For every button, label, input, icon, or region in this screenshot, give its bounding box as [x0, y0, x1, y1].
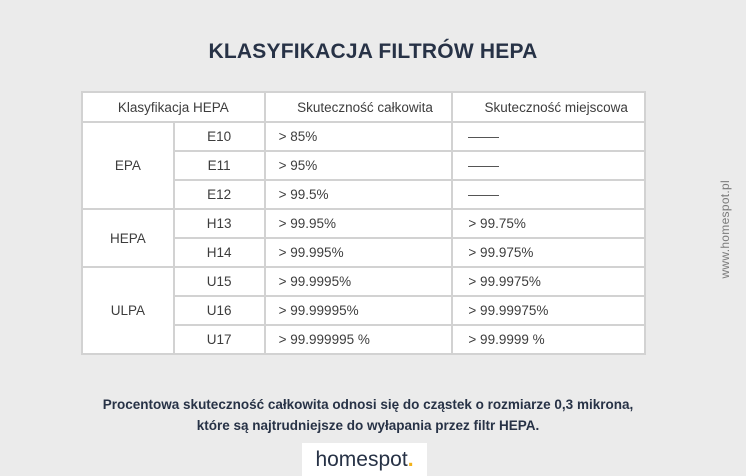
table-row: [82, 209, 645, 238]
footnote: [0, 394, 736, 436]
logo-dot: .: [407, 448, 414, 471]
header-local-efficiency: Skuteczność miejscowa: [452, 92, 645, 122]
total-efficiency-cell: > 99.9995%: [265, 267, 453, 296]
local-efficiency-cell: > 99.975%: [452, 238, 645, 267]
total-efficiency-cell: > 99.99995%: [265, 296, 453, 325]
table-body: [82, 122, 645, 354]
total-efficiency-cell: > 99.5%: [265, 180, 453, 209]
logo-text-home: home: [315, 448, 368, 471]
local-efficiency-cell: > 99.9999 %: [452, 325, 645, 354]
local-efficiency-cell: [452, 180, 645, 209]
group-label: EPA: [82, 122, 174, 209]
not-applicable-dash: [468, 137, 499, 138]
not-applicable-dash: [468, 195, 499, 196]
total-efficiency-cell: > 99.95%: [265, 209, 453, 238]
total-efficiency-cell: > 99.999995 %: [265, 325, 453, 354]
class-cell: H13: [174, 209, 265, 238]
class-cell: E12: [174, 180, 265, 209]
homespot-logo: [302, 443, 427, 476]
table-header-row: [82, 92, 645, 122]
watermark-url: www.homespot.pl: [718, 180, 732, 279]
total-efficiency-cell: > 99.995%: [265, 238, 453, 267]
local-efficiency-cell: > 99.9975%: [452, 267, 645, 296]
page-title: KLASYFIKACJA FILTRÓW HEPA: [208, 40, 538, 63]
group-label: HEPA: [82, 209, 174, 267]
class-cell: E11: [174, 151, 265, 180]
class-cell: E10: [174, 122, 265, 151]
local-efficiency-cell: > 99.75%: [452, 209, 645, 238]
header-total-efficiency: Skuteczność całkowita: [265, 92, 453, 122]
hepa-classification-table: [81, 91, 646, 355]
local-efficiency-cell: [452, 122, 645, 151]
class-cell: U17: [174, 325, 265, 354]
class-cell: U16: [174, 296, 265, 325]
header-classification: Klasyfikacja HEPA: [82, 92, 265, 122]
not-applicable-dash: [468, 166, 499, 167]
class-cell: U15: [174, 267, 265, 296]
class-cell: H14: [174, 238, 265, 267]
local-efficiency-cell: > 99.99975%: [452, 296, 645, 325]
table-row: [82, 122, 645, 151]
table-row: [82, 267, 645, 296]
logo-text-spot: spot: [367, 448, 408, 471]
total-efficiency-cell: > 85%: [265, 122, 453, 151]
total-efficiency-cell: > 95%: [265, 151, 453, 180]
group-label: ULPA: [82, 267, 174, 354]
footnote-line-1: Procentowa skuteczność całkowita odnosi się do cząstek o rozmiarze 0,3 mikrona,: [102, 397, 634, 412]
local-efficiency-cell: [452, 151, 645, 180]
footnote-line-2: które są najtrudniejsze do wyłapania przez filtr HEPA.: [196, 418, 540, 433]
